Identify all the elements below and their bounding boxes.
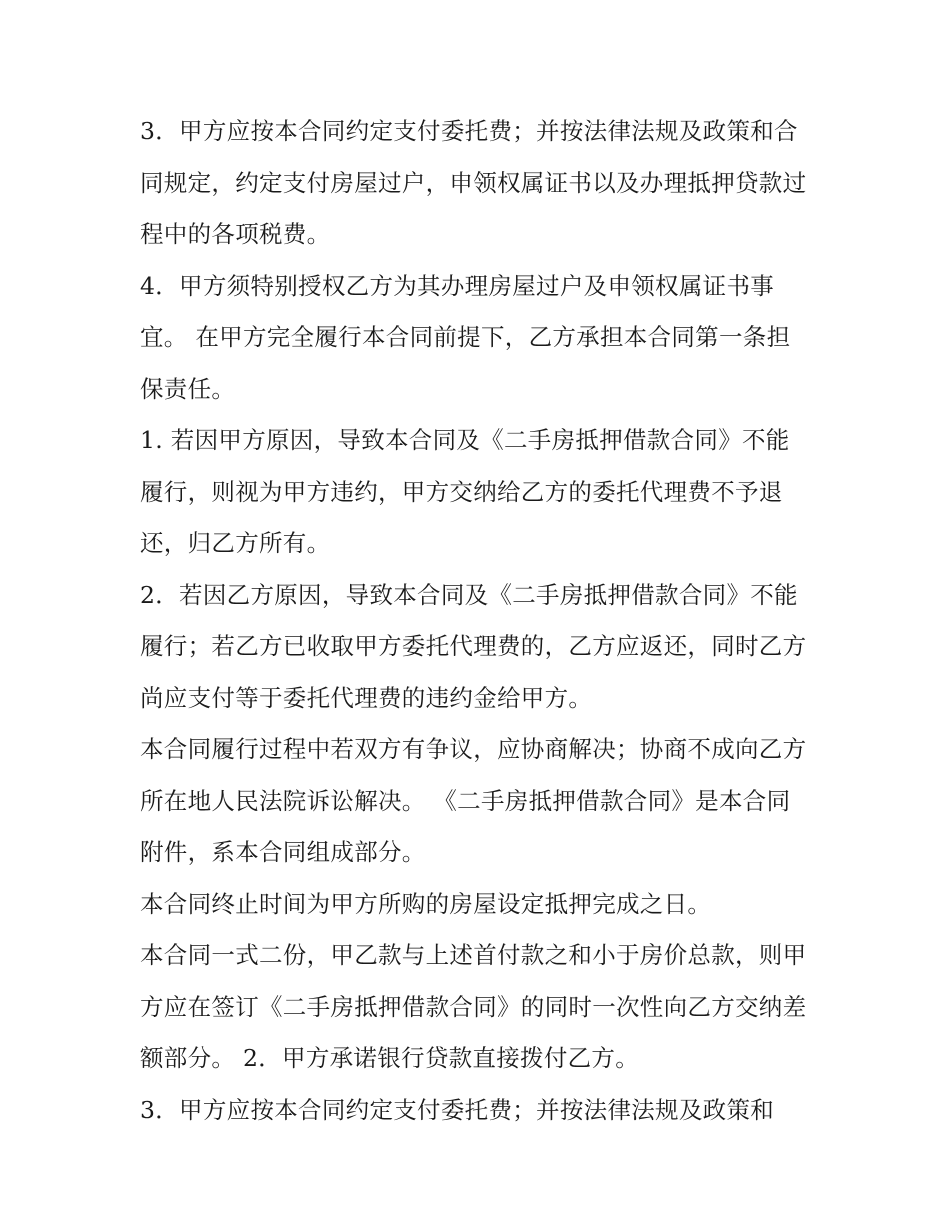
paragraph-termination: 本合同终止时间为甲方所购的房屋设定抵押完成之日。 bbox=[140, 889, 712, 918]
paragraph-copies: 本合同一式二份，甲乙款与上述首付款之和小于房价总款，则甲方应在签订《二手房抵押借款合同》的同时一次性向乙方交纳差额部分。 2．甲方承诺银行贷款直接拨付乙方。 bbox=[140, 941, 807, 1072]
paragraph-fee-payment: 3．甲方应按本合同约定支付委托费；并按法律法规及政策和合同规定，约定支付房屋过户，申领权属证书以及办理抵押贷款过程中的各项税费。 bbox=[140, 117, 807, 248]
paragraph-party-a-breach: 1. 若因甲方原因，导致本合同及《二手房抵押借款合同》不能履行，则视为甲方违约，甲方交纳给乙方的委托代理费不予退还，归乙方所有。 bbox=[140, 426, 790, 557]
paragraph-party-b-breach: 2．若因乙方原因，导致本合同及《二手房抵押借款合同》不能履行；若乙方已收取甲方委托代理费的，乙方应返还，同时乙方尚应支付等于委托代理费的违约金给甲方。 bbox=[140, 580, 807, 712]
document-body bbox=[140, 106, 812, 1136]
paragraph-dispute-resolution: 本合同履行过程中若双方有争议，应协商解决；协商不成向乙方所在地人民法院诉讼解决。 《二手房抵押借款合同》是本合同附件，系本合同组成部分。 bbox=[140, 735, 807, 866]
paragraph-fee-payment-repeat: 3．甲方应按本合同约定支付委托费；并按法律法规及政策和 bbox=[140, 1095, 775, 1124]
paragraph-authorization: 4．甲方须特别授权乙方为其办理房屋过户及申领权属证书事宜。 在甲方完全履行本合同前提下，乙方承担本合同第一条担保责任。 bbox=[140, 271, 791, 403]
